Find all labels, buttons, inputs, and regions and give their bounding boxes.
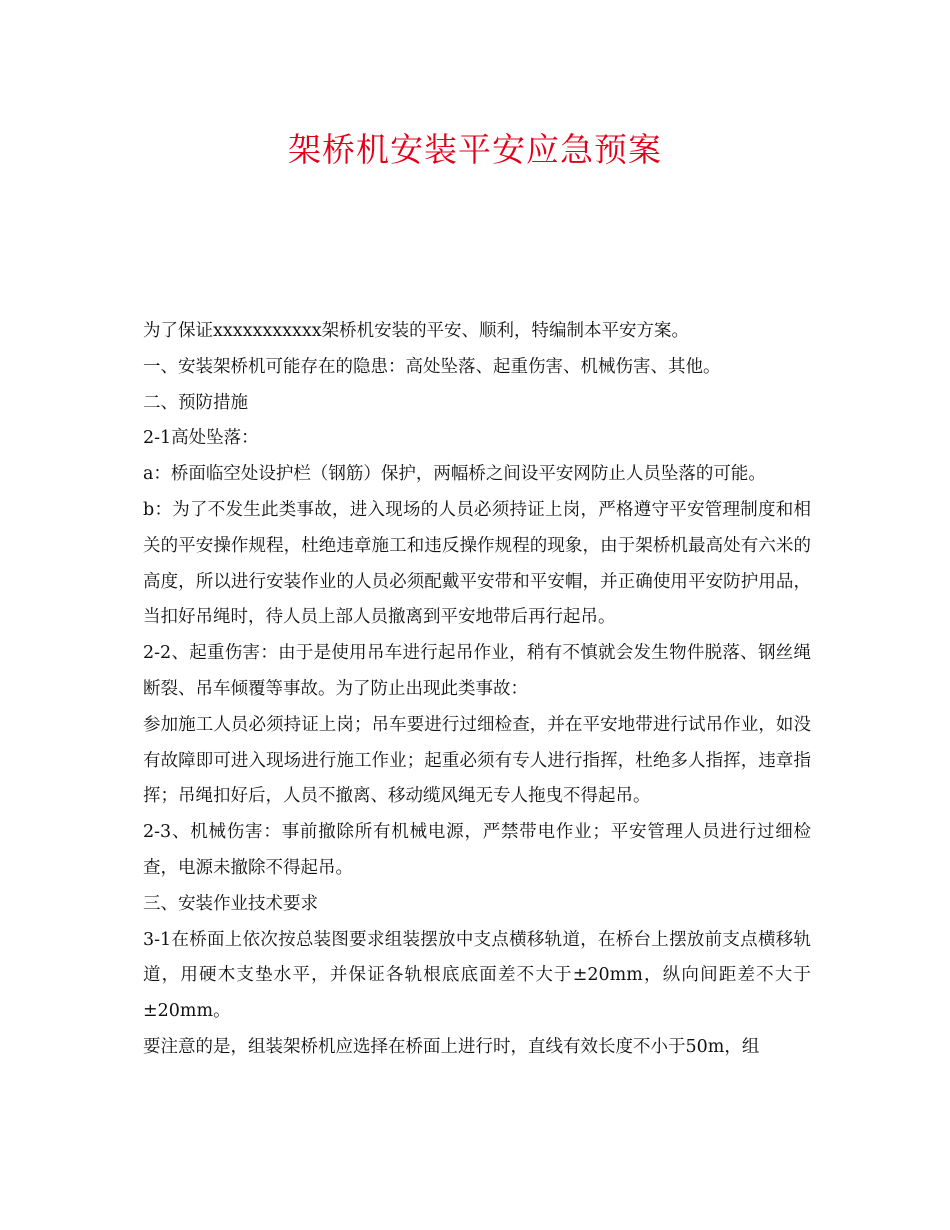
document-body [143, 314, 811, 1066]
section-heading-prevention: 二、预防措施 [143, 392, 248, 413]
paragraph-lifting-injury: 2-2、起重伤害：由于是使用吊车进行起吊作业，稍有不慎就会发生物件脱落、钢丝绳断裂、吊车倾覆等事故。为了防止出现此类事故： [143, 643, 811, 699]
paragraph-fall-a: a：桥面临空处设护栏（钢筋）保护，两幅桥之间设平安网防止人员坠落的可能。 [143, 464, 766, 485]
paragraph-technical-note: 要注意的是，组装架桥机应选择在桥面上进行时，直线有效长度不小于50m，组 [143, 1036, 760, 1057]
paragraph-hazards: 一、安装架桥机可能存在的隐患：高处坠落、起重伤害、机械伤害、其他。 [143, 356, 721, 377]
section-heading-technical: 三、安装作业技术要求 [143, 893, 318, 914]
subsection-heading-fall: 2-1高处坠落： [143, 428, 259, 449]
paragraph-lifting-measures: 参加施工人员必须持证上岗；吊车要进行过细检查，并在平安地带进行试吊作业，如没有故障即可进入现场进行施工作业；起重必须有专人进行指挥，杜绝多人指挥，违章指挥；吊绳扣好后，人员不撤离、移动缆风绳无专人拖曳不得起吊。 [143, 714, 811, 807]
paragraph-intro: 为了保证xxxxxxxxxxx架桥机安装的平安、顺利，特编制本平安方案。 [143, 321, 690, 341]
paragraph-fall-b: b：为了不发生此类事故，进入现场的人员必须持证上岗，严格遵守平安管理制度和相关的平安操作规程，杜绝违章施工和违反操作规程的现象，由于架桥机最高处有六米的高度，所以进行安装作业的人员必须配戴平安带和平安帽，并正确使用平安防护用品，当扣好吊绳时，待人员上部人员撤离到平安地带后再行起吊。 [143, 499, 811, 628]
paragraph-technical-3-1: 3-1在桥面上依次按总装图要求组装摆放中支点横移轨道，在桥台上摆放前支点横移轨道，用硬木支垫水平，并保证各轨根底底面差不大于±20mm，纵向间距差不大于±20mm。 [143, 929, 811, 1022]
document-title: 架桥机安装平安应急预案 [288, 130, 662, 169]
paragraph-mechanical-injury: 2-3、机械伤害：事前撤除所有机械电源，严禁带电作业；平安管理人员进行过细检查，电源未撤除不得起吊。 [143, 822, 811, 878]
